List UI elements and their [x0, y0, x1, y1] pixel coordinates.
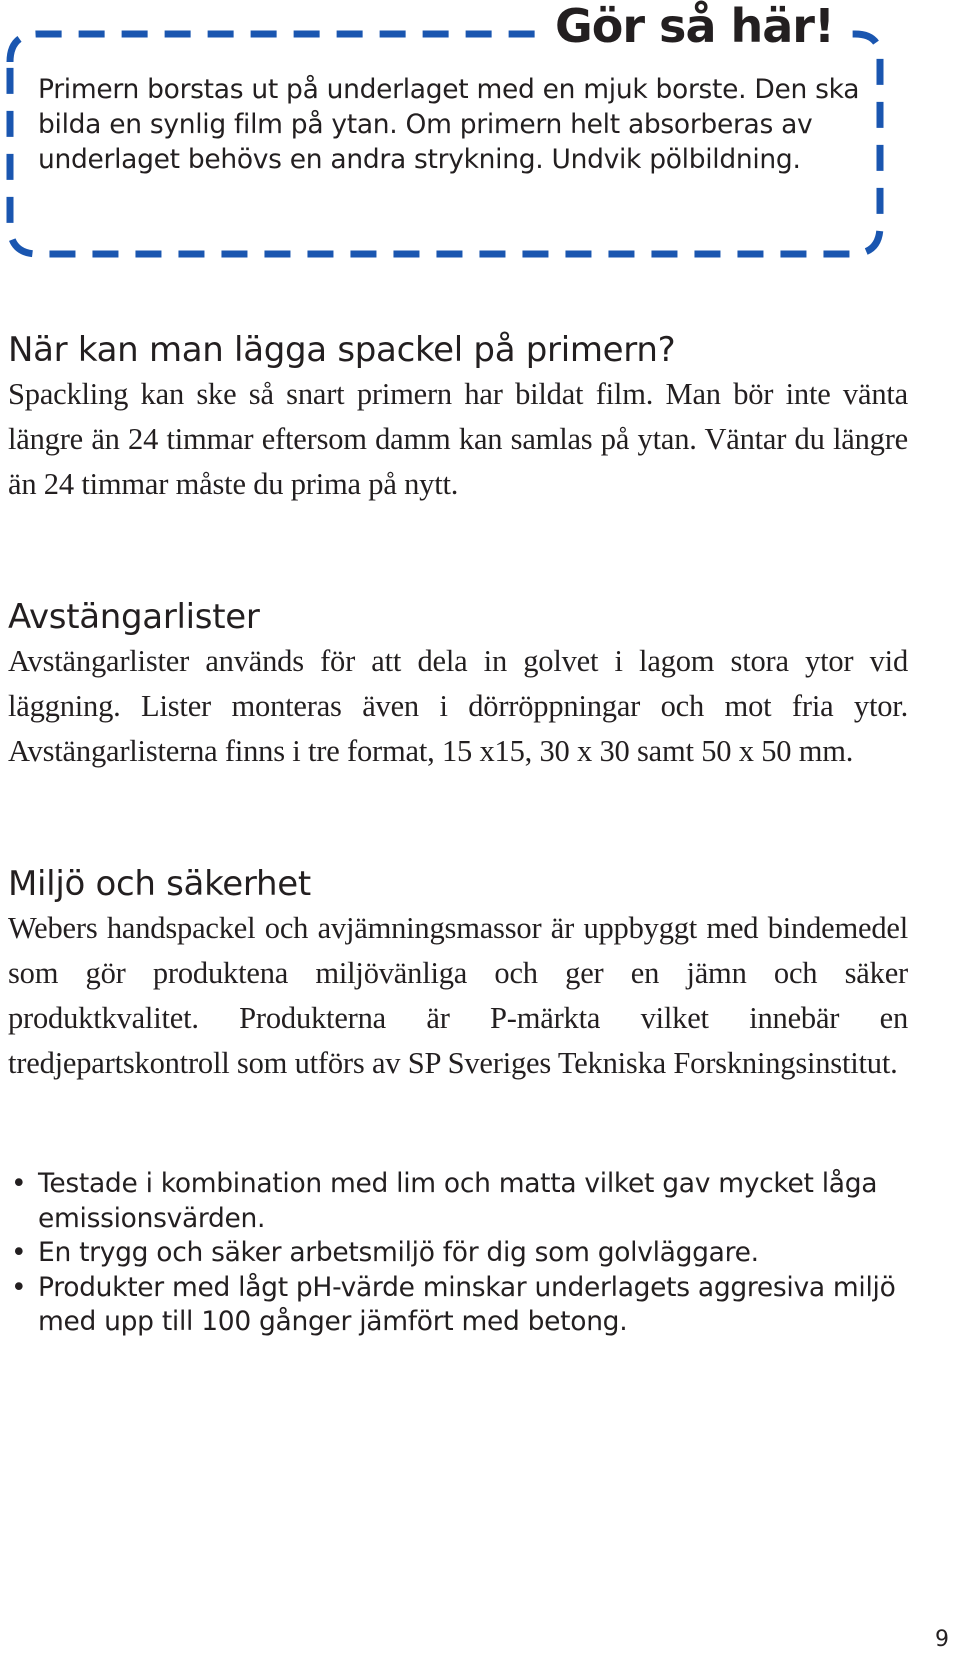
page-number: 9	[935, 1627, 949, 1652]
section-text: Spackling kan ske så snart primern har bildat film. Man bör inte vänta längre än 24 timmar eftersom damm kan samlas på ytan. Väntar du längre än 24 timmar måste du prima på nytt.	[8, 377, 908, 501]
list-item	[8, 1271, 908, 1340]
callout-body: Primern borstas ut på underlaget med en mjuk borste. Den ska bilda en synlig film på ytan. Om primern helt absorberas av underlaget behövs en andra strykning. Undvik pölbildning.	[38, 74, 860, 175]
list-item	[8, 1236, 908, 1271]
list-item	[8, 1167, 908, 1236]
list-item-text: Produkter med lågt pH-värde minskar underlagets aggresiva miljö med upp till 100 gånger jämfört med betong.	[38, 1271, 896, 1337]
bullet-icon: •	[11, 1168, 27, 1199]
section-text: Webers handspackel och avjämningsmassor är uppbyggt med bindemedel som gör produktena miljövänliga och ger en jämn och säker produktkvalitet. Produkterna är P-märkta vilket innebär en tredjepartskontroll som utförs av SP Sveriges Tekniska Forskningsinstitut.	[8, 911, 908, 1080]
section-heading: När kan man lägga spackel på primern?	[8, 330, 676, 370]
section-avstangarlister	[8, 595, 908, 774]
bullet-icon: •	[11, 1271, 27, 1303]
callout-title: Gör så här!	[545, 0, 844, 56]
bullet-icon: •	[11, 1237, 27, 1268]
section-heading: Miljö och säkerhet	[8, 864, 311, 904]
section-primer-spackel	[8, 328, 908, 507]
list-item-text: Testade i kombination med lim och matta vilket gav mycket låga emissionsvärden.	[38, 1168, 878, 1234]
section-miljo-sakerhet	[8, 862, 908, 1086]
section-heading: Avstängarlister	[8, 597, 260, 637]
bullet-list	[8, 1167, 908, 1340]
list-item-text: En trygg och säker arbetsmiljö för dig som golvläggare.	[38, 1237, 759, 1268]
section-text: Avstängarlister används för att dela in golvet i lagom stora ytor vid läggning. Lister monteras även i dörröppningar och mot fria ytor. Avstängarlisterna finns i tre format, 15 x15, 30 x 30 samt 50 x 50 mm.	[8, 644, 908, 768]
